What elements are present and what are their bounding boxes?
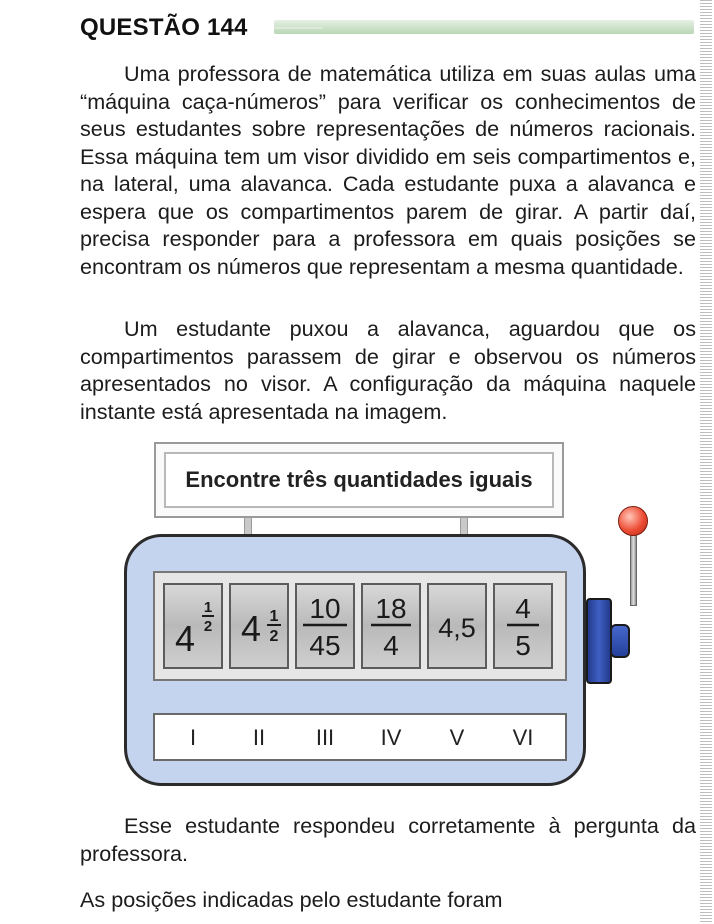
power-exp-num: 1 <box>203 599 213 616</box>
fraction-num: 18 <box>375 593 407 624</box>
page-edge-pattern <box>700 0 712 924</box>
paragraph-answer-text: Esse estudante respondeu corretamente à pergunta da professora. <box>80 813 696 866</box>
machine-display <box>153 571 567 681</box>
compartment-3-value <box>297 585 353 667</box>
paragraph-intro-text: Uma professora de matemática utiliza em suas aulas uma “máquina caça-números” para verificar os conhecimentos de seus estudantes sobre representações de números racionais. Essa máquina tem um visor dividido em seis compartimentos e, na lateral, uma alavanca. Cada estudante puxa a alavanca e espera que os compartimentos parem de girar. A partir daí, precisa responder para a professora em quais posições se encontram os números que representam a mesma quantidade. <box>80 61 696 279</box>
compartment-2-value <box>231 585 287 667</box>
question-title: QUESTÃO 144 <box>80 14 248 41</box>
position-label-3: III <box>315 725 335 750</box>
power-exp-den: 2 <box>203 618 213 635</box>
position-label-4: IV <box>380 725 402 750</box>
power-base: 4 <box>174 618 196 659</box>
paragraph-student <box>80 315 696 425</box>
machine-title-inner <box>164 452 554 508</box>
number-hunting-machine <box>120 442 660 790</box>
machine-title-sign <box>154 442 564 518</box>
compartment-4 <box>361 583 421 669</box>
compartment-4-value <box>363 585 419 667</box>
position-label-5: V <box>449 725 465 750</box>
compartment-2 <box>229 583 289 669</box>
position-labels <box>153 713 567 761</box>
header-decorative-bar <box>274 20 694 34</box>
lever-ball-icon <box>618 506 648 536</box>
position-label-2: II <box>252 725 266 750</box>
fraction-den: 4 <box>383 630 399 661</box>
question-header <box>80 12 700 44</box>
paragraph-student-text: Um estudante puxou a alavanca, aguardou que os compartimentos parassem de girar e observou os números apresentados no visor. A configuração da máquina naquele instante está apresentada na imagem. <box>80 316 696 424</box>
mixed-den: 2 <box>269 628 279 645</box>
lever-mount-knob <box>610 624 630 658</box>
compartment-6-value <box>495 585 551 667</box>
header-decorative-bar-accent <box>274 27 322 29</box>
question-prompt: As posições indicadas pelo estudante foram <box>80 887 503 912</box>
position-label-1: I <box>189 725 197 750</box>
decimal-value: 4,5 <box>438 613 476 643</box>
compartment-5 <box>427 583 487 669</box>
lever-mount <box>586 598 628 684</box>
mixed-whole: 4 <box>240 608 262 649</box>
paragraph-intro <box>80 60 696 280</box>
fraction-num: 4 <box>515 593 531 624</box>
mixed-num: 1 <box>269 608 279 625</box>
lever-stick <box>630 524 637 606</box>
lever-mount-plate <box>586 598 612 684</box>
fraction-den: 5 <box>515 630 531 661</box>
compartment-1 <box>163 583 223 669</box>
paragraph-answer <box>80 812 696 867</box>
position-label-6: VI <box>512 725 534 750</box>
fraction-den: 45 <box>309 630 341 661</box>
compartment-6 <box>493 583 553 669</box>
machine-body <box>124 534 586 786</box>
compartment-3 <box>295 583 355 669</box>
compartment-1-value <box>165 585 221 667</box>
machine-title: Encontre três quantidades iguais <box>185 467 533 492</box>
compartment-5-value <box>429 585 485 667</box>
fraction-num: 10 <box>309 593 341 624</box>
